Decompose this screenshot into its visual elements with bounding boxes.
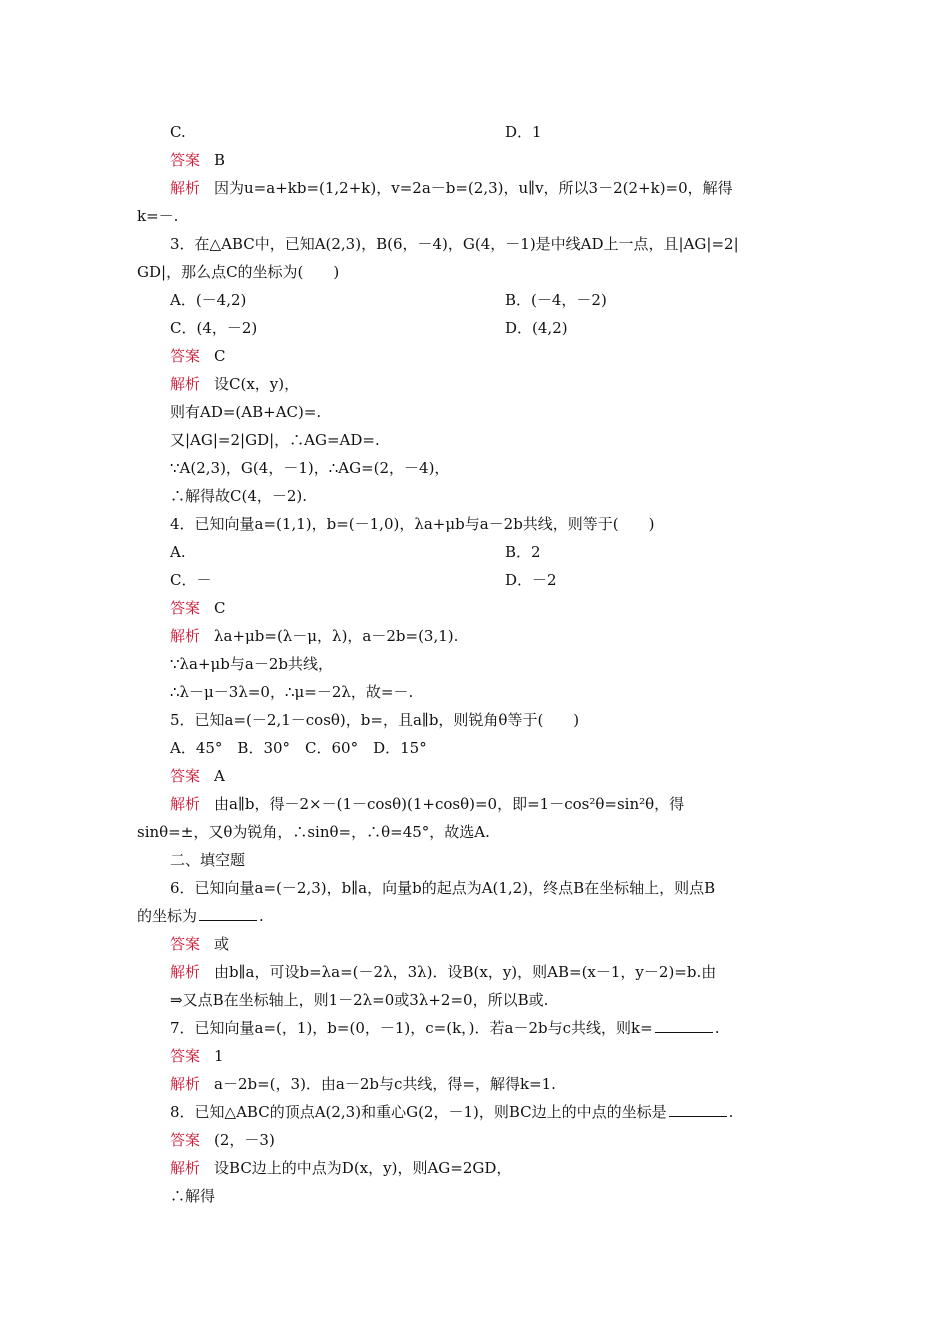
answer-label: 答案 (170, 599, 201, 617)
analysis-label: 解析 (170, 795, 201, 813)
analysis-line (170, 374, 299, 394)
answer-value: C (214, 347, 226, 365)
analysis-text: 设BC边上的中点为D(x，y)，则AG=2GD， (214, 1159, 512, 1177)
analysis-line (170, 178, 733, 198)
text-line: ⇒又点B在坐标轴上，则1－2λ=0或3λ+2=0，所以B或. (170, 991, 549, 1009)
analysis-line (170, 626, 458, 646)
text-line: 则有AD=(AB+AC)=. (170, 403, 322, 421)
text-line: ∴解得故C(4，－2). (170, 487, 308, 505)
question-7-text: 7．已知向量a=(，1)，b=(0，－1)，c=(k，)．若a－2b与c共线，则k= (170, 1019, 653, 1037)
analysis-line (170, 962, 716, 982)
text-line: ∵λa+μb与a－2b共线， (170, 655, 334, 673)
analysis-line (170, 1074, 556, 1094)
analysis-label: 解析 (170, 1075, 201, 1093)
answer-value: 或 (214, 935, 230, 953)
option-a: A. (170, 543, 186, 561)
question-7: 7．已知向量a=(，1)，b=(0，－1)，c=(k，)．若a－2b与c共线，则k= . (170, 1019, 720, 1037)
answer-line (170, 934, 229, 954)
section-heading: 二、填空题 (170, 851, 246, 869)
fill-blank (655, 1018, 713, 1033)
option-d: D．1 (505, 123, 542, 141)
answer-line (170, 1130, 275, 1150)
analysis-label: 解析 (170, 1159, 201, 1177)
answer-value: (2，－3) (214, 1131, 275, 1149)
analysis-label: 解析 (170, 179, 201, 197)
analysis-text: 设C(x，y)， (214, 375, 300, 393)
option-b: B．(－4，－2) (505, 291, 607, 309)
answer-value: B (214, 151, 226, 169)
answer-label: 答案 (170, 1047, 201, 1065)
option-a: A．(－4,2) (170, 291, 247, 309)
question-8: 8．已知△ABC的顶点A(2,3)和重心G(2，－1)，则BC边上的中点的坐标是 . (170, 1103, 734, 1121)
answer-line (170, 766, 225, 786)
answer-label: 答案 (170, 767, 201, 785)
text-line: ∴解得 (170, 1187, 216, 1205)
text-line: k=－. (137, 207, 179, 225)
question-6-tail: 的坐标为 (137, 907, 198, 925)
text-line: ∴λ－μ－3λ=0，∴μ=－2λ，故=－. (170, 683, 414, 701)
answer-label: 答案 (170, 347, 201, 365)
question-4: 4．已知向量a=(1,1)，b=(－1,0)，λa+μb与a－2b共线，则等于( ) (170, 515, 655, 533)
option-c: C．(4，－2) (170, 319, 258, 337)
answer-value: 1 (214, 1047, 224, 1065)
analysis-line (170, 794, 684, 814)
option-b: B．2 (505, 543, 541, 561)
answer-value: A (214, 767, 225, 785)
answer-line (170, 598, 226, 618)
answer-line (170, 150, 225, 170)
fill-blank (199, 906, 257, 921)
fill-blank (669, 1102, 727, 1117)
question-5: 5．已知a=(－2,1－cosθ)，b=，且a∥b，则锐角θ等于( ) (170, 711, 580, 729)
text-line: sinθ=±，又θ为锐角，∴sinθ=，∴θ=45°，故选A. (137, 823, 490, 841)
analysis-label: 解析 (170, 963, 201, 981)
answer-label: 答案 (170, 1131, 201, 1149)
question-3: 3．在△ABC中，已知A(2,3)，B(6，－4)，G(4，－1)是中线AD上一点，且|AG|=2| (170, 235, 739, 253)
question-6: 6．已知向量a=(－2,3)，b∥a，向量b的起点为A(1,2)，终点B在坐标轴上，则点B (170, 879, 716, 897)
answer-value: C (214, 599, 226, 617)
analysis-label: 解析 (170, 375, 201, 393)
text-line: ∵A(2,3)，G(4，－1)，∴AG=(2，－4)， (170, 459, 450, 477)
analysis-label: 解析 (170, 627, 201, 645)
answer-line (170, 1046, 224, 1066)
option-d: D．－2 (505, 571, 557, 589)
option-row (170, 122, 186, 142)
question-8-text: 8．已知△ABC的顶点A(2,3)和重心G(2，－1)，则BC边上的中点的坐标是 (170, 1103, 667, 1121)
analysis-text: λa+μb=(λ－μ，λ)，a－2b=(3,1). (214, 627, 459, 645)
options-inline: A．45° B．30° C．60° D．15° (170, 739, 427, 757)
analysis-text: 由a∥b，得－2×－(1－cosθ)(1+cosθ)=0，即=1－cos²θ=sin²θ，得 (214, 795, 685, 813)
analysis-text: 由b∥a，可设b=λa=(－2λ，3λ)．设B(x，y)，则AB=(x－1，y－2)=b.由 (214, 963, 717, 981)
analysis-line (170, 1158, 511, 1178)
answer-line (170, 346, 226, 366)
option-c: C．－ (170, 571, 212, 589)
text-line: 的坐标为 . (137, 907, 264, 925)
analysis-text: 因为u=a+kb=(1,2+k)，v=2a－b=(2,3)，u∥v，所以3－2(2+k)=0，解得 (214, 179, 733, 197)
answer-label: 答案 (170, 151, 201, 169)
text-line: 又|AG|=2|GD|，∴AG=AD=. (170, 431, 380, 449)
text-line: GD|，那么点C的坐标为( ) (137, 263, 340, 281)
analysis-text: a－2b=(，3)．由a－2b与c共线，得=，解得k=1. (214, 1075, 556, 1093)
answer-label: 答案 (170, 935, 201, 953)
option-d: D．(4,2) (505, 319, 568, 337)
option-c: C. (170, 123, 186, 141)
